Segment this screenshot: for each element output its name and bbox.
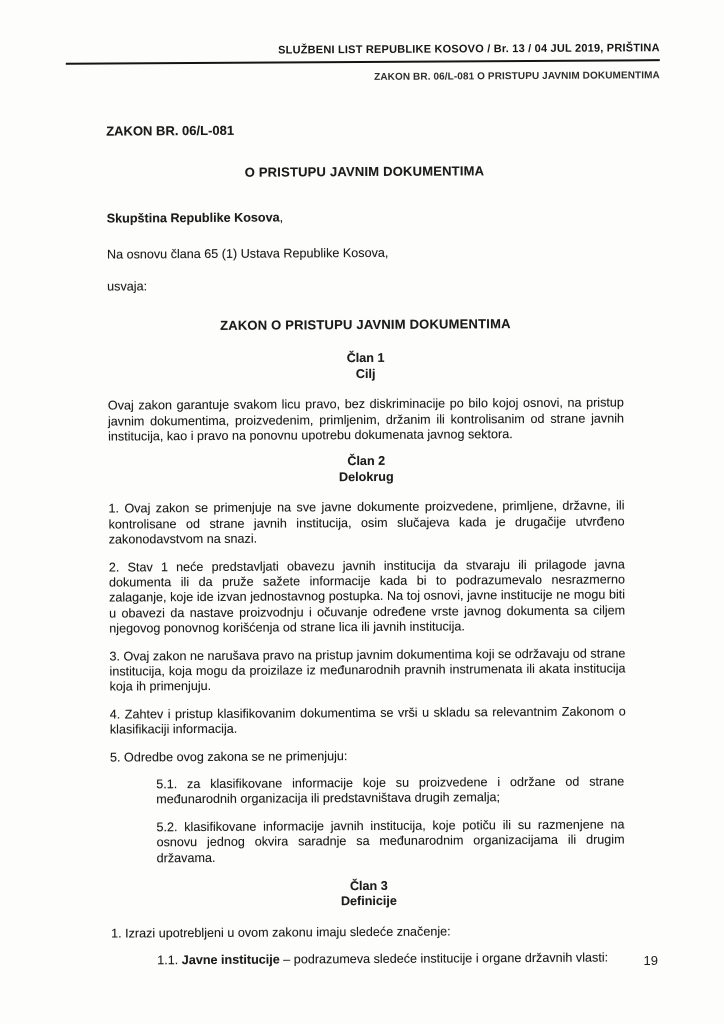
article-1-name: Cilj bbox=[355, 366, 376, 381]
article-2-paragraph-4: 4. Zahtev i pristup klasifikovanim dokumentima se vrši u skladu sa relevantnim Zakonom o klasifikaciji informacija. bbox=[109, 704, 626, 737]
article-1-heading bbox=[108, 350, 624, 384]
article-2-paragraph-1: 1. Ovaj zakon se primenjuje na sve javne dokumente proizvedene, primljene, državne, ili kontrolisane od strane javnih institucija, osim slučajeva kada je drugačije utvrđeno zakonodavstvom na snazi. bbox=[108, 498, 625, 547]
article-3-paragraph-1: 1. Izrazi upotrebljeni u ovom zakonu imaju sledeće značenje: bbox=[111, 924, 451, 941]
law-title: O PRISTUPU JAVNIM DOKUMENTIMA bbox=[244, 163, 485, 181]
act-title: ZAKON O PRISTUPU JAVNIM DOKUMENTIMA bbox=[220, 316, 511, 333]
article-2-paragraph-5: 5. Odredbe ovog zakona se ne primenjuju: bbox=[109, 748, 348, 765]
assembly-suffix: , bbox=[279, 210, 284, 225]
gazette-title: SLUŽBENI LIST REPUBLIKE KOSOVO / Br. 13 / 04 JUL 2019, PRIŠTINA bbox=[278, 42, 660, 57]
running-header bbox=[65, 0, 659, 85]
article-3-number: Član 3 bbox=[349, 878, 388, 894]
page-number: 19 bbox=[643, 953, 658, 968]
law-running-title: ZAKON BR. 06/L-081 O PRISTUPU JAVNIM DOKUMENTIMA bbox=[374, 70, 660, 83]
assembly-name: Skupština Republike Kosova bbox=[106, 210, 280, 226]
article-2-number: Član 2 bbox=[347, 454, 386, 469]
article-3-paragraph-1-1 bbox=[157, 951, 625, 969]
article-2-paragraph-5-1: 5.1. za klasifikovane informacije koje su proizvedene i održane od strane međunarodnih organizacija ili predstavništava drugih zemalja; bbox=[156, 774, 625, 807]
article-1-number: Član 1 bbox=[346, 351, 385, 366]
article-1-paragraph-1: Ovaj zakon garantuje svakom licu pravo, bez diskriminacije po bilo kojoj osnovi, na pristup javnim dokumentima, proizvedenim, primljenim, držanim ili kontrolisanim od strane javnih institucija, kao i pravo na ponovnu upotrebu dokumenata javnog sektora. bbox=[107, 395, 625, 444]
article-2-heading bbox=[108, 453, 624, 487]
article-3-name: Definicije bbox=[340, 894, 397, 909]
assembly-line bbox=[107, 208, 623, 227]
article-2-name: Delokrug bbox=[338, 469, 394, 485]
adopts-line: usvaja: bbox=[107, 278, 148, 294]
definition-term: Javne institucije bbox=[181, 952, 280, 968]
legal-basis: Na osnovu člana 65 (1) Ustava Republike Kosova, bbox=[106, 246, 389, 262]
header-divider bbox=[66, 59, 660, 65]
law-number: ZAKON BR. 06/L-081 bbox=[106, 122, 235, 139]
article-2-paragraph-5-2: 5.2. klasifikovane informacije javnih institucija, koje potiču ili su razmenjene na osnovu jednog okvira saradnje sa međunarodnim organizacijama ili drugim državama. bbox=[156, 817, 625, 865]
law-body bbox=[106, 120, 627, 969]
article-3-heading bbox=[111, 877, 627, 911]
definition-text: – podrazumeva sledeće institucije i organe državnih vlasti: bbox=[279, 950, 609, 967]
article-2-paragraph-2: 2. Stav 1 neće predstavljati obavezu javnih institucija da stvaraju ili prilagode javna dokumenta ili da pruže sažete informacije kada bi to podrazumevalo nesrazmerno zalaganje, koje ide izvan jednostavnog postupka. Na toj osnovi, javne institucije ne mogu biti u obavezi da nastave proizvodnju i očuvanje određene vrste javnog dokumenta sa ciljem njegovog ponovnog korišćenja od strane lica ili javnih institucija. bbox=[108, 556, 626, 636]
definition-number: 1.1. bbox=[157, 953, 182, 968]
article-2-paragraph-3: 3. Ovaj zakon ne narušava pravo na pristup javnim dokumentima koji se održavaju od strane institucija, koja mogu da proizilaze iz međunarodnih pravnih instrumenata ili akata institucija koja ih primenjuju. bbox=[109, 645, 626, 694]
